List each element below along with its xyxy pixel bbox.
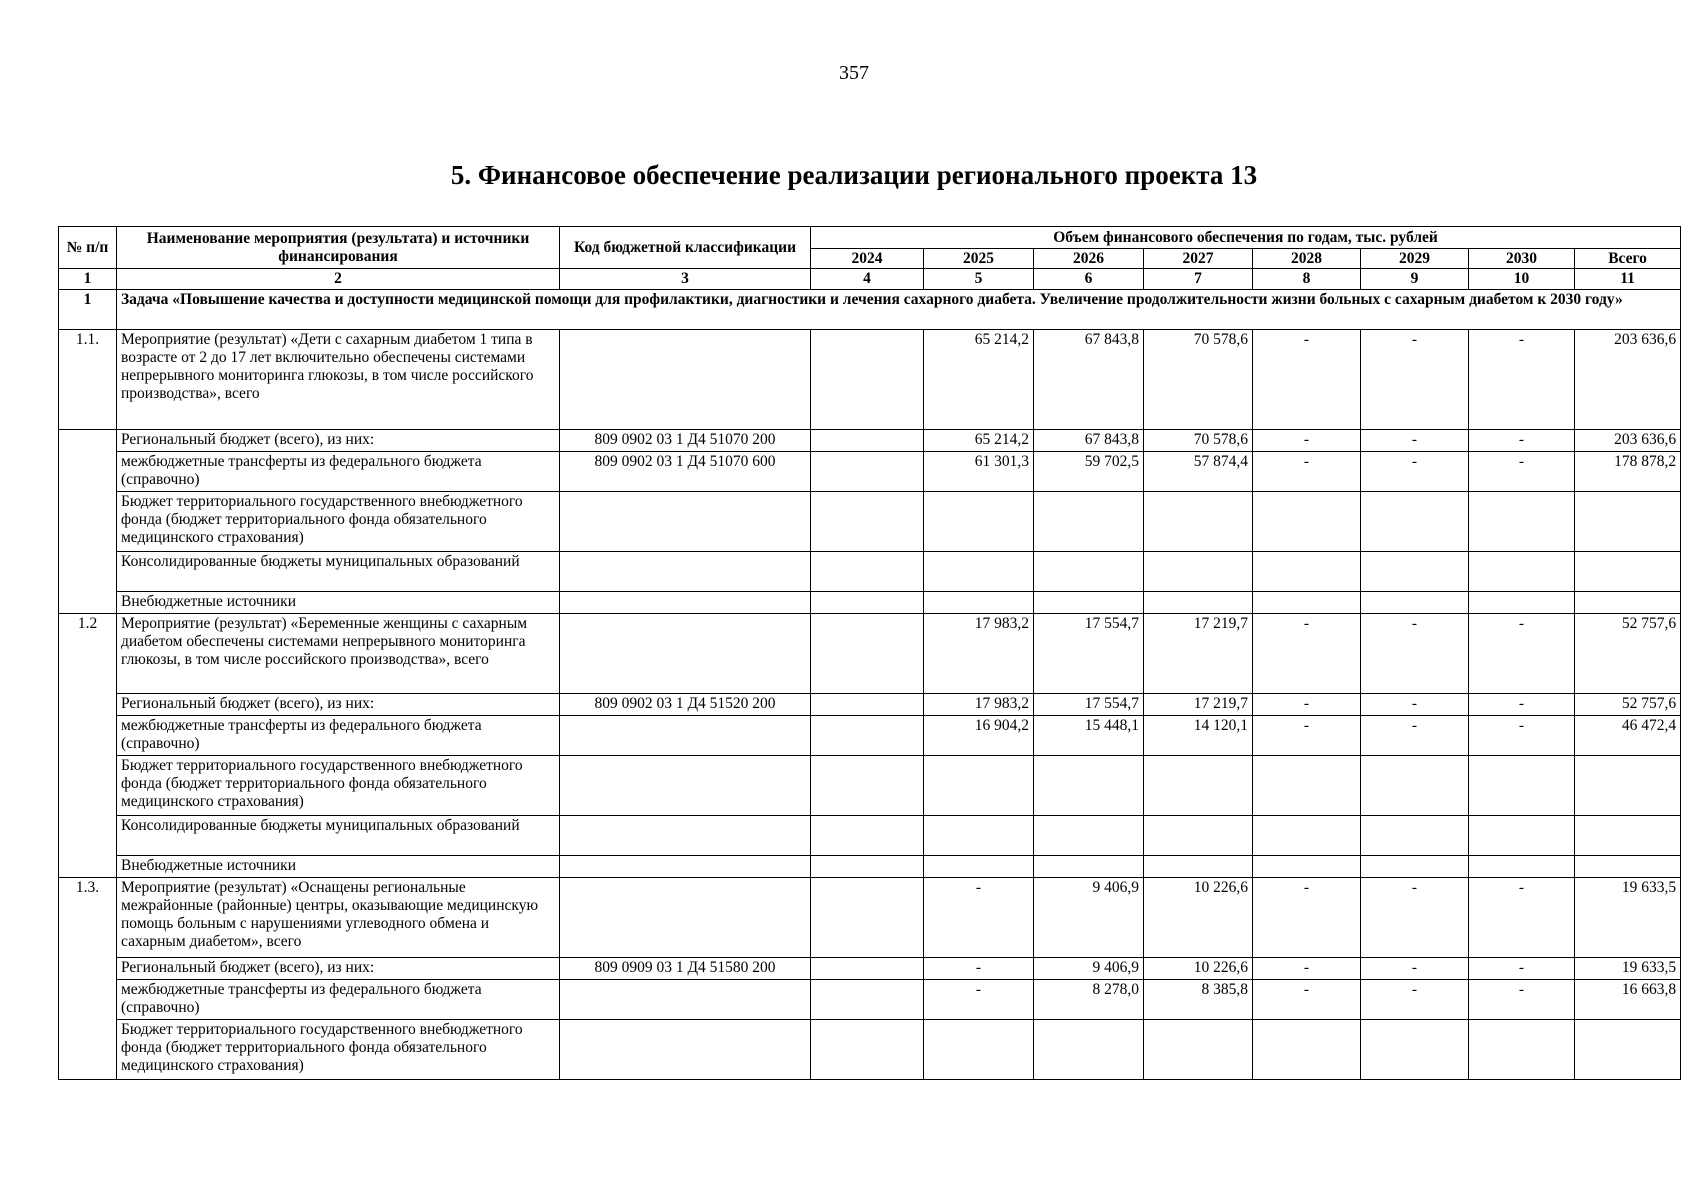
row-value [811, 694, 924, 716]
row-budget-code [560, 980, 811, 1020]
column-number: 7 [1144, 269, 1253, 290]
row-budget-code [560, 592, 811, 614]
row-value: - [1469, 716, 1575, 756]
header-year: 2027 [1144, 249, 1253, 269]
row-value [1469, 816, 1575, 856]
row-budget-code: 809 0909 03 1 Д4 51580 200 [560, 958, 811, 980]
row-value [811, 756, 924, 816]
row-value: - [1469, 694, 1575, 716]
row-value [1361, 592, 1469, 614]
row-value [811, 330, 924, 430]
row-total [1575, 1020, 1681, 1080]
row-value [1144, 592, 1253, 614]
row-value [1034, 1020, 1144, 1080]
row-value [1361, 1020, 1469, 1080]
row-total: 19 633,5 [1575, 958, 1681, 980]
row-number [59, 430, 117, 452]
row-value: - [1361, 430, 1469, 452]
table-row [59, 716, 1681, 756]
row-name: Консолидированные бюджеты муниципальных образований [117, 816, 560, 856]
row-value: 9 406,9 [1034, 958, 1144, 980]
row-value [1469, 492, 1575, 552]
row-total: 19 633,5 [1575, 878, 1681, 958]
row-value [1253, 552, 1361, 592]
column-number: 11 [1575, 269, 1681, 290]
row-number [59, 492, 117, 552]
row-number [59, 1020, 117, 1080]
row-value: 17 219,7 [1144, 614, 1253, 694]
row-value [811, 856, 924, 878]
row-total: 203 636,6 [1575, 330, 1681, 430]
row-value [1144, 756, 1253, 816]
table-row [59, 1020, 1681, 1080]
row-name: Бюджет территориального государственного внебюджетного фонда (бюджет территориального фонда обязательного медицинского страхования) [117, 492, 560, 552]
column-number: 6 [1034, 269, 1144, 290]
row-number: 1.3. [59, 878, 117, 958]
row-name: Внебюджетные источники [117, 856, 560, 878]
row-budget-code [560, 816, 811, 856]
row-value [811, 452, 924, 492]
row-value: 65 214,2 [924, 330, 1034, 430]
table-row [59, 694, 1681, 716]
row-value: 67 843,8 [1034, 330, 1144, 430]
row-budget-code [560, 878, 811, 958]
row-value [1034, 492, 1144, 552]
row-number [59, 452, 117, 492]
row-value: - [924, 958, 1034, 980]
row-number [59, 958, 117, 980]
row-value [1034, 756, 1144, 816]
table-row [59, 452, 1681, 492]
row-value: - [1253, 430, 1361, 452]
row-value [1034, 816, 1144, 856]
row-value: - [1361, 614, 1469, 694]
row-value: - [1253, 716, 1361, 756]
row-name: Бюджет территориального государственного внебюджетного фонда (бюджет территориального фонда обязательного медицинского страхования) [117, 1020, 560, 1080]
row-value: 9 406,9 [1034, 878, 1144, 958]
header-year: 2025 [924, 249, 1034, 269]
table-row [59, 756, 1681, 816]
row-name: межбюджетные трансферты из федерального бюджета (справочно) [117, 716, 560, 756]
row-value: 10 226,6 [1144, 878, 1253, 958]
row-total: 52 757,6 [1575, 694, 1681, 716]
table-header [59, 227, 1681, 290]
row-value: 14 120,1 [1144, 716, 1253, 756]
row-budget-code [560, 492, 811, 552]
row-number [59, 816, 117, 856]
row-value [811, 614, 924, 694]
row-total [1575, 816, 1681, 856]
row-value [1469, 552, 1575, 592]
row-number [59, 980, 117, 1020]
row-value: - [1253, 694, 1361, 716]
row-total [1575, 856, 1681, 878]
row-value: - [1361, 980, 1469, 1020]
row-budget-code [560, 1020, 811, 1080]
page-number: 357 [839, 62, 869, 84]
row-value [1361, 492, 1469, 552]
header-volume: Объем финансового обеспечения по годам, тыс. рублей [811, 227, 1681, 249]
row-total [1575, 552, 1681, 592]
row-value [1253, 856, 1361, 878]
row-value: - [1469, 452, 1575, 492]
row-value: 17 554,7 [1034, 694, 1144, 716]
row-value: 8 385,8 [1144, 980, 1253, 1020]
row-value: - [1469, 330, 1575, 430]
row-name: Мероприятие (результат) «Оснащены региональные межрайонные (районные) центры, оказывающие медицинскую помощь больным с нарушениями углеводного обмена и сахарным диабетом», всего [117, 878, 560, 958]
row-value [1034, 592, 1144, 614]
column-number: 8 [1253, 269, 1361, 290]
row-budget-code: 809 0902 03 1 Д4 51070 600 [560, 452, 811, 492]
row-value [924, 816, 1034, 856]
row-value [1469, 856, 1575, 878]
row-budget-code: 809 0902 03 1 Д4 51520 200 [560, 694, 811, 716]
row-value: 17 219,7 [1144, 694, 1253, 716]
financing-table [58, 226, 1681, 1080]
row-value [1253, 1020, 1361, 1080]
row-value: 65 214,2 [924, 430, 1034, 452]
row-budget-code: 809 0902 03 1 Д4 51070 200 [560, 430, 811, 452]
row-value [811, 958, 924, 980]
row-name: Региональный бюджет (всего), из них: [117, 958, 560, 980]
row-value: - [1361, 958, 1469, 980]
row-value: - [924, 878, 1034, 958]
task-number: 1 [59, 290, 117, 330]
row-number: 1.1. [59, 330, 117, 430]
row-value [924, 756, 1034, 816]
row-value [924, 552, 1034, 592]
row-value: - [1469, 958, 1575, 980]
row-budget-code [560, 756, 811, 816]
row-value [924, 856, 1034, 878]
row-name: Региональный бюджет (всего), из них: [117, 694, 560, 716]
row-name: Региональный бюджет (всего), из них: [117, 430, 560, 452]
table-row [59, 552, 1681, 592]
column-number: 9 [1361, 269, 1469, 290]
row-value: 61 301,3 [924, 452, 1034, 492]
row-value [1144, 492, 1253, 552]
row-value: 8 278,0 [1034, 980, 1144, 1020]
row-budget-code [560, 856, 811, 878]
table-row [59, 330, 1681, 430]
row-value [924, 592, 1034, 614]
table-row [59, 614, 1681, 694]
column-number-row [59, 269, 1681, 290]
row-name: межбюджетные трансферты из федерального бюджета (справочно) [117, 452, 560, 492]
row-value: - [1253, 330, 1361, 430]
row-value: 16 904,2 [924, 716, 1034, 756]
row-value [1361, 552, 1469, 592]
row-value: - [1253, 878, 1361, 958]
row-value [1361, 816, 1469, 856]
table-row [59, 430, 1681, 452]
table-row [59, 492, 1681, 552]
row-name: Консолидированные бюджеты муниципальных образований [117, 552, 560, 592]
row-value [1469, 592, 1575, 614]
column-number: 5 [924, 269, 1034, 290]
row-value: 15 448,1 [1034, 716, 1144, 756]
row-value: - [1469, 614, 1575, 694]
column-number: 1 [59, 269, 117, 290]
row-value: 17 983,2 [924, 614, 1034, 694]
row-value: - [1361, 878, 1469, 958]
header-year: 2029 [1361, 249, 1469, 269]
row-value [1361, 856, 1469, 878]
table-row [59, 592, 1681, 614]
document-title: 5. Финансовое обеспечение реализации регионального проекта 13 [450, 160, 1258, 190]
column-number: 4 [811, 269, 924, 290]
row-total: 52 757,6 [1575, 614, 1681, 694]
row-value [811, 1020, 924, 1080]
row-value: - [1361, 694, 1469, 716]
row-value [1034, 552, 1144, 592]
row-budget-code [560, 330, 811, 430]
header-num: № п/п [59, 227, 117, 269]
row-value: - [1361, 452, 1469, 492]
header-year: 2026 [1034, 249, 1144, 269]
row-budget-code [560, 614, 811, 694]
row-value: - [1253, 614, 1361, 694]
table-row [59, 816, 1681, 856]
row-total: 178 878,2 [1575, 452, 1681, 492]
row-value [1034, 856, 1144, 878]
row-total [1575, 492, 1681, 552]
row-value [811, 716, 924, 756]
header-code: Код бюджетной классификации [560, 227, 811, 269]
row-value [1253, 816, 1361, 856]
row-value: - [1361, 716, 1469, 756]
row-value [811, 816, 924, 856]
row-value: - [924, 980, 1034, 1020]
row-number [59, 552, 117, 592]
table-body [59, 290, 1681, 1080]
row-name: Мероприятие (результат) «Беременные женщины с сахарным диабетом обеспечены системами непрерывного мониторинга глюкозы, в том числе российского производства», всего [117, 614, 560, 694]
row-value [1469, 756, 1575, 816]
row-value [1361, 756, 1469, 816]
header-name: Наименование мероприятия (результата) и источники финансирования [117, 227, 560, 269]
row-value [1144, 856, 1253, 878]
row-value: - [1361, 330, 1469, 430]
row-value [1253, 756, 1361, 816]
row-name: Мероприятие (результат) «Дети с сахарным диабетом 1 типа в возрасте от 2 до 17 лет включительно обеспечены системами непрерывного мониторинга глюкозы, в том числе российского производства», всего [117, 330, 560, 430]
header-total: Всего [1575, 249, 1681, 269]
row-value: 67 843,8 [1034, 430, 1144, 452]
header-year: 2024 [811, 249, 924, 269]
row-value: 59 702,5 [1034, 452, 1144, 492]
table-row [59, 980, 1681, 1020]
row-budget-code [560, 716, 811, 756]
row-number [59, 856, 117, 878]
row-value [811, 980, 924, 1020]
task-row [59, 290, 1681, 330]
row-value: - [1469, 878, 1575, 958]
row-total: 16 663,8 [1575, 980, 1681, 1020]
row-value: - [1253, 452, 1361, 492]
row-value: 57 874,4 [1144, 452, 1253, 492]
row-value [924, 492, 1034, 552]
row-value [1144, 552, 1253, 592]
row-value [811, 552, 924, 592]
row-number: 1.2 [59, 614, 117, 694]
row-value: - [1253, 958, 1361, 980]
row-value [1253, 592, 1361, 614]
row-value [1144, 816, 1253, 856]
header-year: 2028 [1253, 249, 1361, 269]
row-number [59, 716, 117, 756]
row-total [1575, 756, 1681, 816]
row-value [811, 878, 924, 958]
column-number: 10 [1469, 269, 1575, 290]
row-budget-code [560, 552, 811, 592]
table-row [59, 878, 1681, 958]
table-row [59, 958, 1681, 980]
row-number [59, 592, 117, 614]
row-value [811, 592, 924, 614]
row-value [1253, 492, 1361, 552]
row-name: межбюджетные трансферты из федерального бюджета (справочно) [117, 980, 560, 1020]
task-text: Задача «Повышение качества и доступности медицинской помощи для профилактики, диагностики и лечения сахарного диабета. Увеличение продолжительности жизни больных с сахарным диабетом к 2030 году» [117, 290, 1681, 330]
column-number: 2 [117, 269, 560, 290]
row-value: 10 226,6 [1144, 958, 1253, 980]
row-total [1575, 592, 1681, 614]
row-value [811, 492, 924, 552]
column-number: 3 [560, 269, 811, 290]
row-total: 46 472,4 [1575, 716, 1681, 756]
table-row [59, 856, 1681, 878]
row-name: Бюджет территориального государственного внебюджетного фонда (бюджет территориального фонда обязательного медицинского страхования) [117, 756, 560, 816]
row-value: 17 554,7 [1034, 614, 1144, 694]
row-number [59, 694, 117, 716]
row-value: 70 578,6 [1144, 430, 1253, 452]
row-total: 203 636,6 [1575, 430, 1681, 452]
row-value [811, 430, 924, 452]
row-value [924, 1020, 1034, 1080]
row-value: - [1253, 980, 1361, 1020]
row-value [1469, 1020, 1575, 1080]
row-name: Внебюджетные источники [117, 592, 560, 614]
row-value: 70 578,6 [1144, 330, 1253, 430]
row-value: - [1469, 430, 1575, 452]
row-value: - [1469, 980, 1575, 1020]
row-number [59, 756, 117, 816]
row-value: 17 983,2 [924, 694, 1034, 716]
row-value [1144, 1020, 1253, 1080]
header-year: 2030 [1469, 249, 1575, 269]
